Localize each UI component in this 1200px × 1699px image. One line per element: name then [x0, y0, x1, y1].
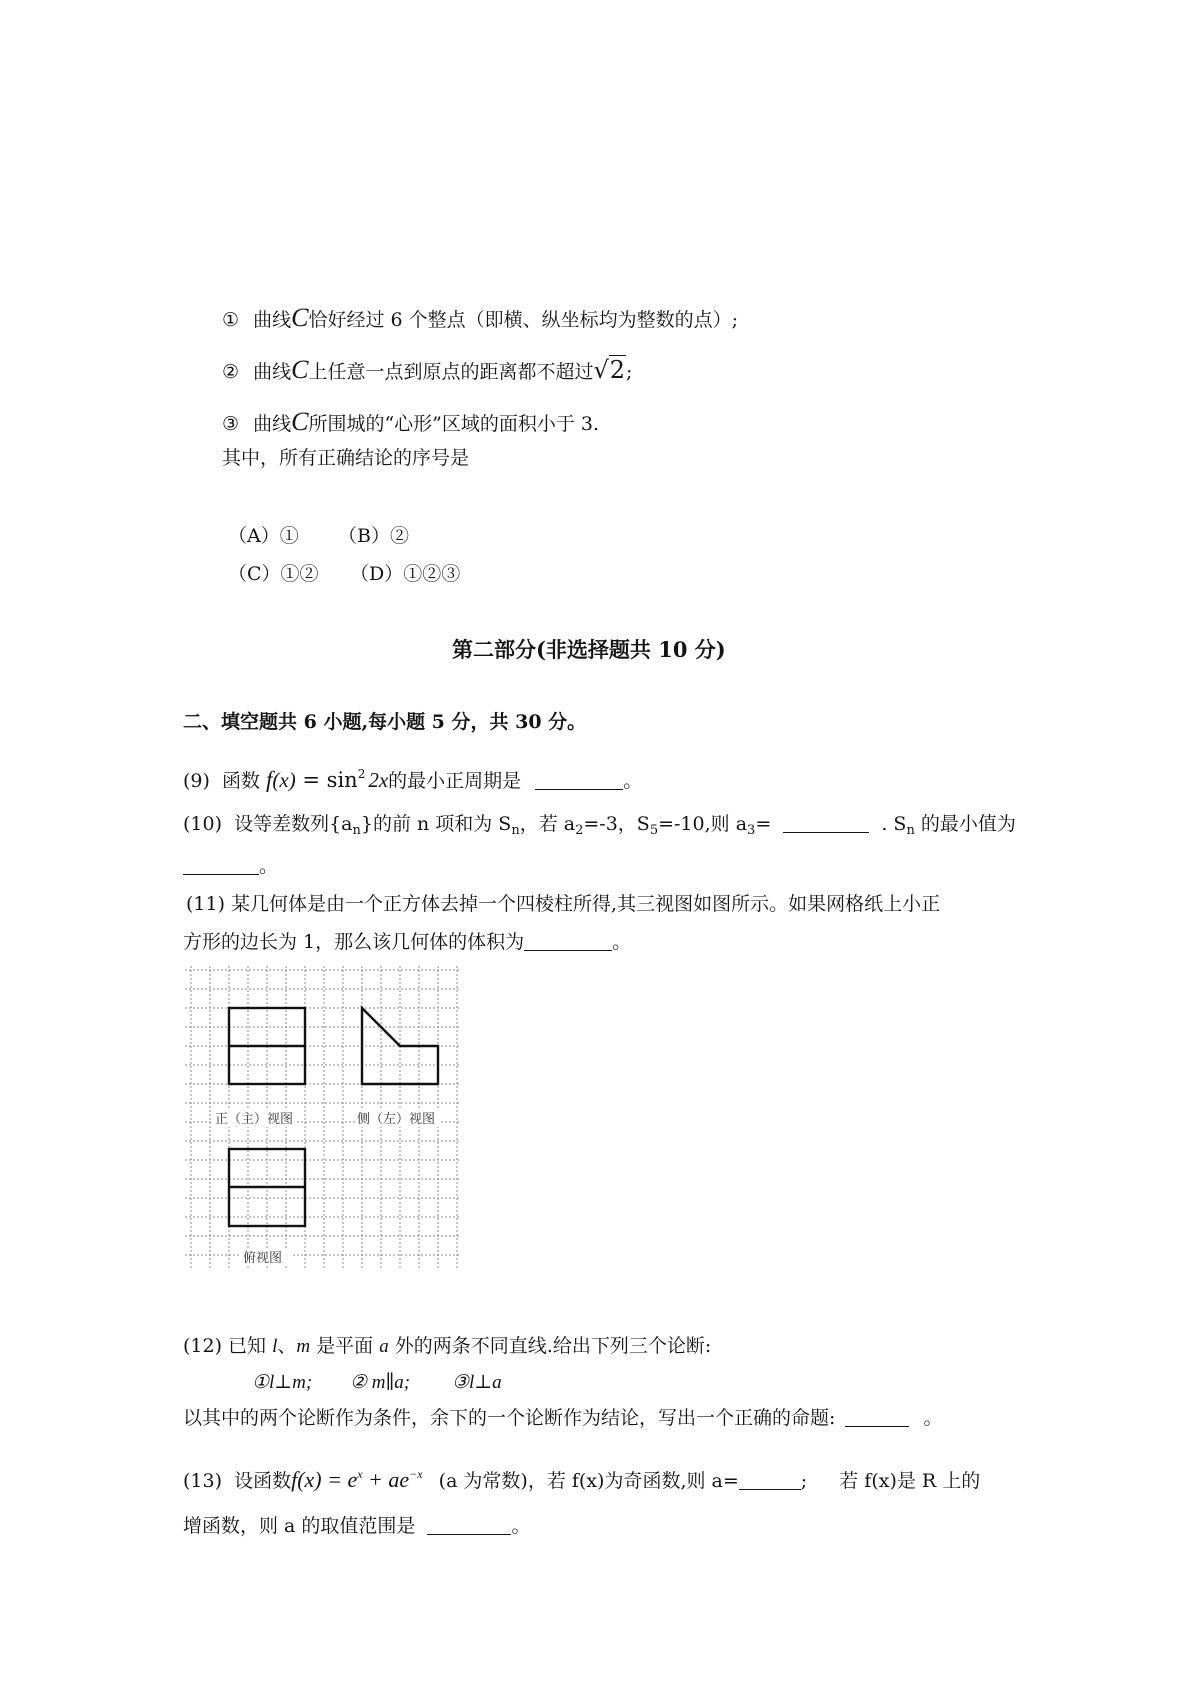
func-formula: f(x) = e [291, 1467, 358, 1492]
question-text: 外的两条不同直线.给出下列三个论断: [394, 1335, 712, 1357]
separator: ; [800, 1470, 808, 1492]
subscript: 3 [747, 823, 756, 838]
option-d: （D）①②③ [350, 563, 461, 585]
claim-number: ① [222, 309, 240, 331]
option-a: （A）① [228, 525, 299, 547]
answer-blank-sn-min[interactable] [183, 856, 259, 875]
judgment-2: ② m∥a; [350, 1372, 411, 1393]
question-text: 函数 [221, 770, 260, 792]
claim-2 [222, 355, 633, 384]
question-text: 方形的边长为 1，那么该几何体的体积为 [183, 931, 525, 953]
end-mark: 。 [511, 1515, 531, 1537]
sqrt-symbol: √ [593, 356, 609, 384]
subscript: n [906, 823, 915, 838]
top-view-label: 俯视图 [243, 1251, 283, 1266]
answer-blank-a[interactable] [739, 1471, 801, 1490]
question-number: (10) [183, 813, 223, 835]
func-sin: = sin [295, 768, 358, 792]
question-13-line1 [183, 1462, 980, 1493]
func-arg: (x) [272, 768, 296, 792]
claim-prefix: 曲线 [253, 309, 292, 331]
option-b: （B）② [338, 525, 409, 547]
question-text: =-3，S [583, 813, 650, 835]
claim-3 [222, 407, 600, 436]
option-c: （C）①② [228, 563, 319, 585]
answer-blank[interactable] [524, 932, 612, 951]
question-text: (a 为常数)，若 f(x)为奇函数,则 a= [438, 1470, 739, 1492]
question-text: 的最小值为 [914, 813, 1016, 835]
grid-figure [185, 966, 460, 1268]
claim-number: ② [222, 361, 240, 383]
question-9 [183, 762, 642, 793]
sqrt-radicand: 2 [609, 356, 626, 384]
end-mark: 。 [612, 931, 632, 953]
exponent: 2 [357, 767, 366, 781]
exponent: −x [409, 1467, 423, 1481]
question-number: (13) [183, 1470, 223, 1492]
question-text: 的最小正周期是 [388, 770, 522, 792]
end-mark: 。 [923, 1407, 943, 1429]
question-text: 增函数，则 a 的取值范围是 [183, 1515, 416, 1537]
answer-blank-range[interactable] [427, 1516, 511, 1535]
claim-text: 上任意一点到原点的距离都不超过 [308, 361, 594, 383]
claim-prefix: 曲线 [253, 361, 292, 383]
part2-title: 第二部分(非选择题共 10 分) [452, 637, 726, 662]
subscript: n [352, 823, 361, 838]
question-text: }的前 n 项和为 S [360, 813, 512, 835]
claim-tail: ; [626, 361, 633, 383]
claim-1 [222, 303, 739, 332]
subscript: 2 [575, 823, 584, 838]
judgment-3: ③l⊥a [452, 1372, 502, 1393]
end-mark: 。 [259, 855, 279, 877]
answer-blank-a3[interactable] [783, 814, 869, 833]
claims-prompt: 其中，所有正确结论的序号是 [222, 447, 470, 469]
section-title: 二、填空题共 6 小题,每小题 5 分，共 30 分。 [183, 711, 587, 733]
question-10 [183, 812, 1016, 843]
three-view-figure [185, 966, 460, 1272]
question-11-line1: (11) 某几何体是由一个正方体去掉一个四棱柱所得,其三视图如图所示。如果网格纸上小正 [186, 893, 941, 915]
subscript: n [511, 823, 520, 838]
claim-text: 恰好经过 6 个整点（即横、纵坐标均为整数的点）; [308, 309, 739, 331]
question-12-line1 [183, 1334, 711, 1359]
question-text: 设函数 [234, 1470, 292, 1492]
question-text: 设等差数列{a [234, 813, 353, 835]
question-text: 若 f(x)是 R 上的 [839, 1470, 981, 1492]
question-number: (9) [183, 770, 210, 792]
question-10-line2 [183, 854, 278, 878]
subscript: 5 [649, 823, 659, 838]
judgment-1: ①l⊥m; [252, 1372, 313, 1393]
curve-variable: C [291, 407, 309, 436]
claim-prefix: 曲线 [253, 413, 292, 435]
question-text: . S [881, 813, 907, 835]
question-text: 以其中的两个论断作为条件，余下的一个论断作为结论，写出一个正确的命题: [183, 1407, 836, 1429]
claim-number: ③ [222, 413, 240, 435]
claim-text: 所围城的“心形”区域的面积小于 3. [308, 413, 600, 435]
end-mark: 。 [623, 770, 643, 792]
question-11-line2 [183, 930, 631, 954]
question-text: =-10,则 a [658, 813, 748, 835]
question-text: = [755, 813, 772, 835]
sin-arg: 2x [368, 768, 389, 792]
exponent: x [357, 1467, 363, 1481]
front-view-label: 正（主）视图 [215, 1112, 294, 1127]
separator: 、 [277, 1335, 297, 1357]
question-13-line2 [183, 1514, 530, 1538]
answer-blank[interactable] [845, 1408, 909, 1427]
func-formula: + ae [362, 1467, 410, 1492]
curve-variable: C [291, 303, 309, 332]
question-12-line3 [183, 1406, 943, 1430]
line-m: m [296, 1336, 311, 1357]
plane-a: a [379, 1336, 389, 1357]
curve-variable: C [291, 355, 309, 384]
line-l: l [272, 1336, 278, 1357]
question-text: 是平面 [316, 1335, 374, 1357]
answer-blank[interactable] [535, 771, 623, 790]
func-name: f [266, 767, 273, 792]
question-text: ，若 a [519, 813, 576, 835]
question-text: (12) 已知 [183, 1335, 267, 1357]
side-view-label: 侧（左）视图 [357, 1112, 436, 1127]
